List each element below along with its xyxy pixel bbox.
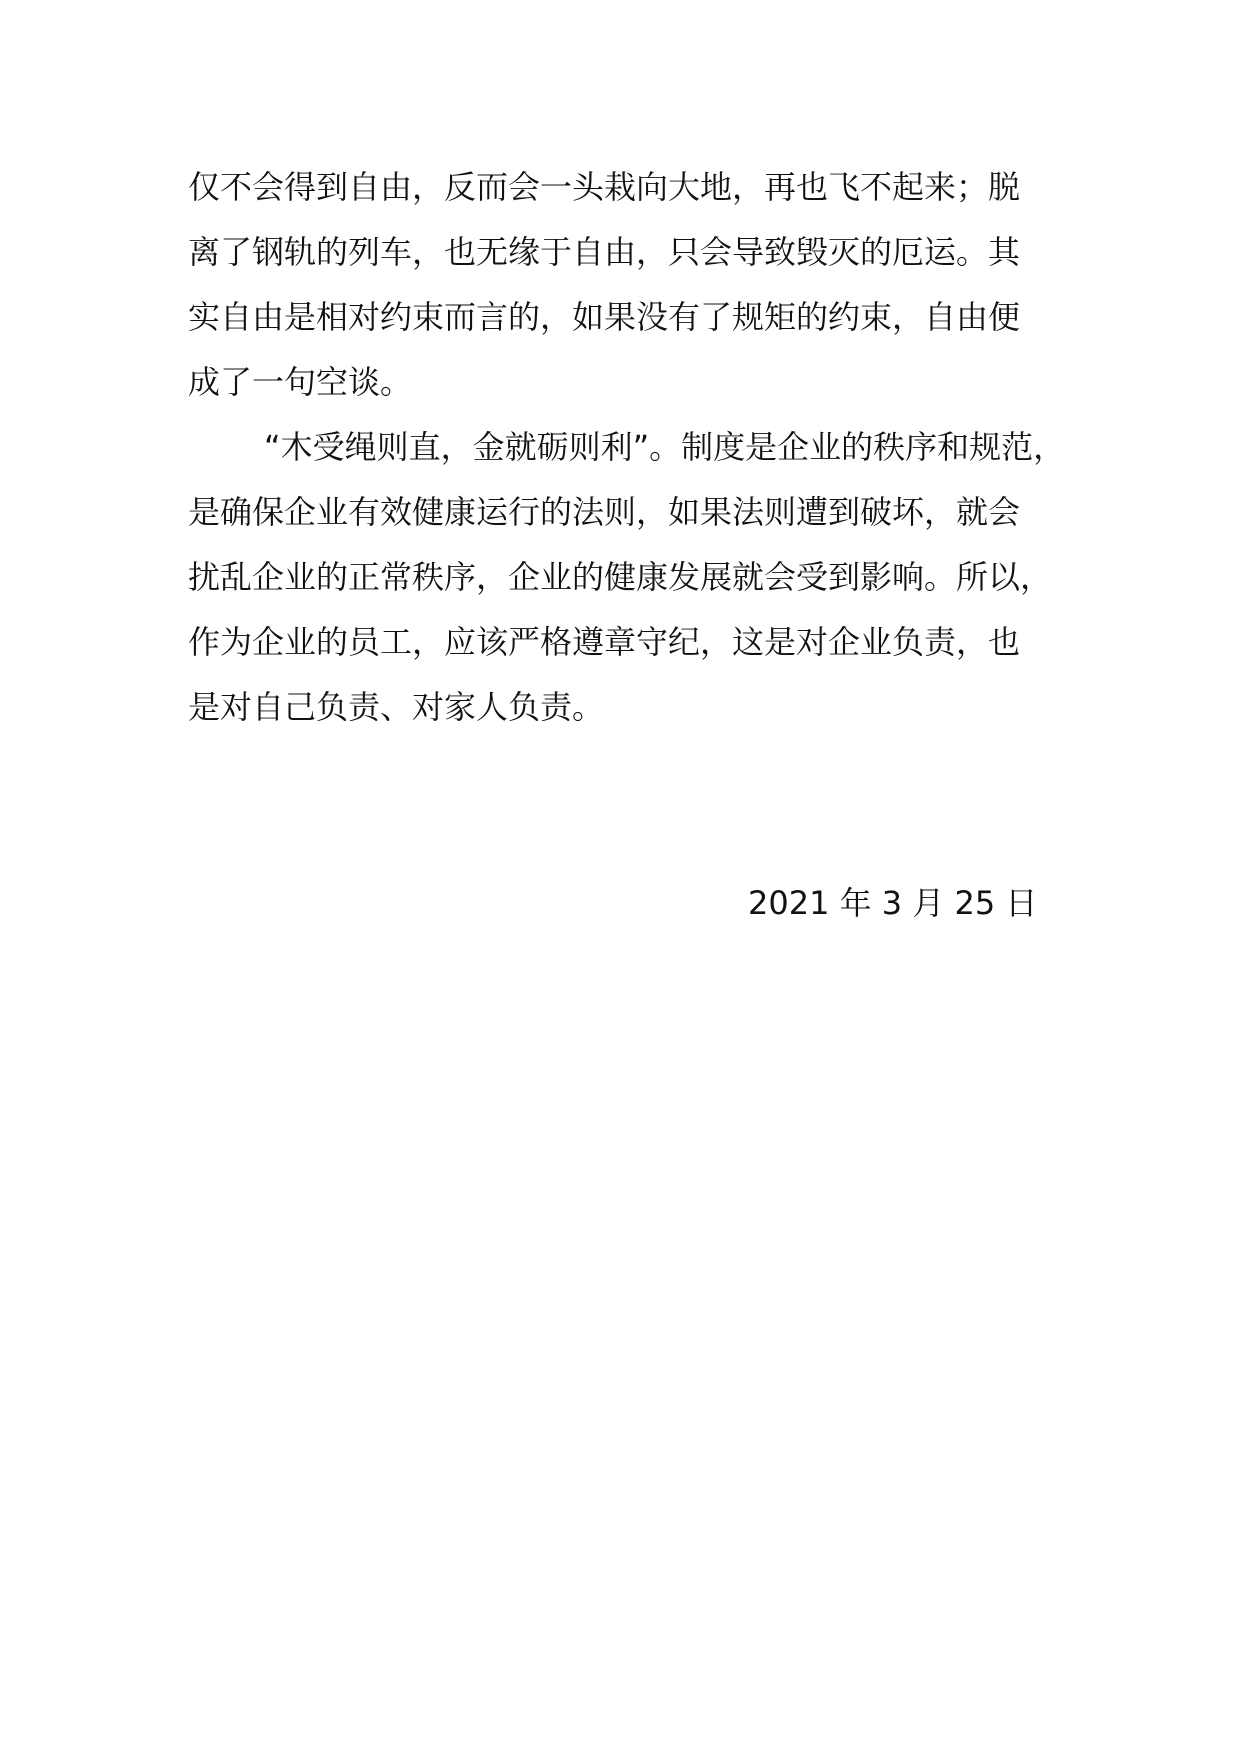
paragraph-line: 是确保企业有效健康运行的法则，如果法则遭到破坏，就会 — [188, 493, 1021, 531]
paragraph-line: 作为企业的员工，应该严格遵章守纪，这是对企业负责，也 — [188, 623, 1021, 661]
paragraph-line: 离了钢轨的列车，也无缘于自由，只会导致毁灭的厄运。其 — [188, 233, 1021, 271]
document-date: 2021 年 3 月 25 日 — [748, 884, 1038, 922]
paragraph-line: 是对自己负责、对家人负责。 — [188, 688, 605, 726]
paragraph-line: 实自由是相对约束而言的，如果没有了规矩的约束，自由便 — [188, 298, 1021, 336]
body-text — [188, 155, 1066, 740]
paragraph-line: 仅不会得到自由，反而会一头栽向大地，再也飞不起来；脱 — [188, 168, 1021, 206]
paragraph-2 — [188, 415, 1066, 740]
paragraph-line: “木受绳则直，金就砺则利”。制度是企业的秩序和规范， — [264, 428, 1066, 466]
paragraph-line: 扰乱企业的正常秩序，企业的健康发展就会受到影响。所以， — [188, 558, 1053, 596]
paragraph-line: 成了一句空谈。 — [188, 363, 413, 401]
paragraph-1 — [188, 155, 1058, 415]
